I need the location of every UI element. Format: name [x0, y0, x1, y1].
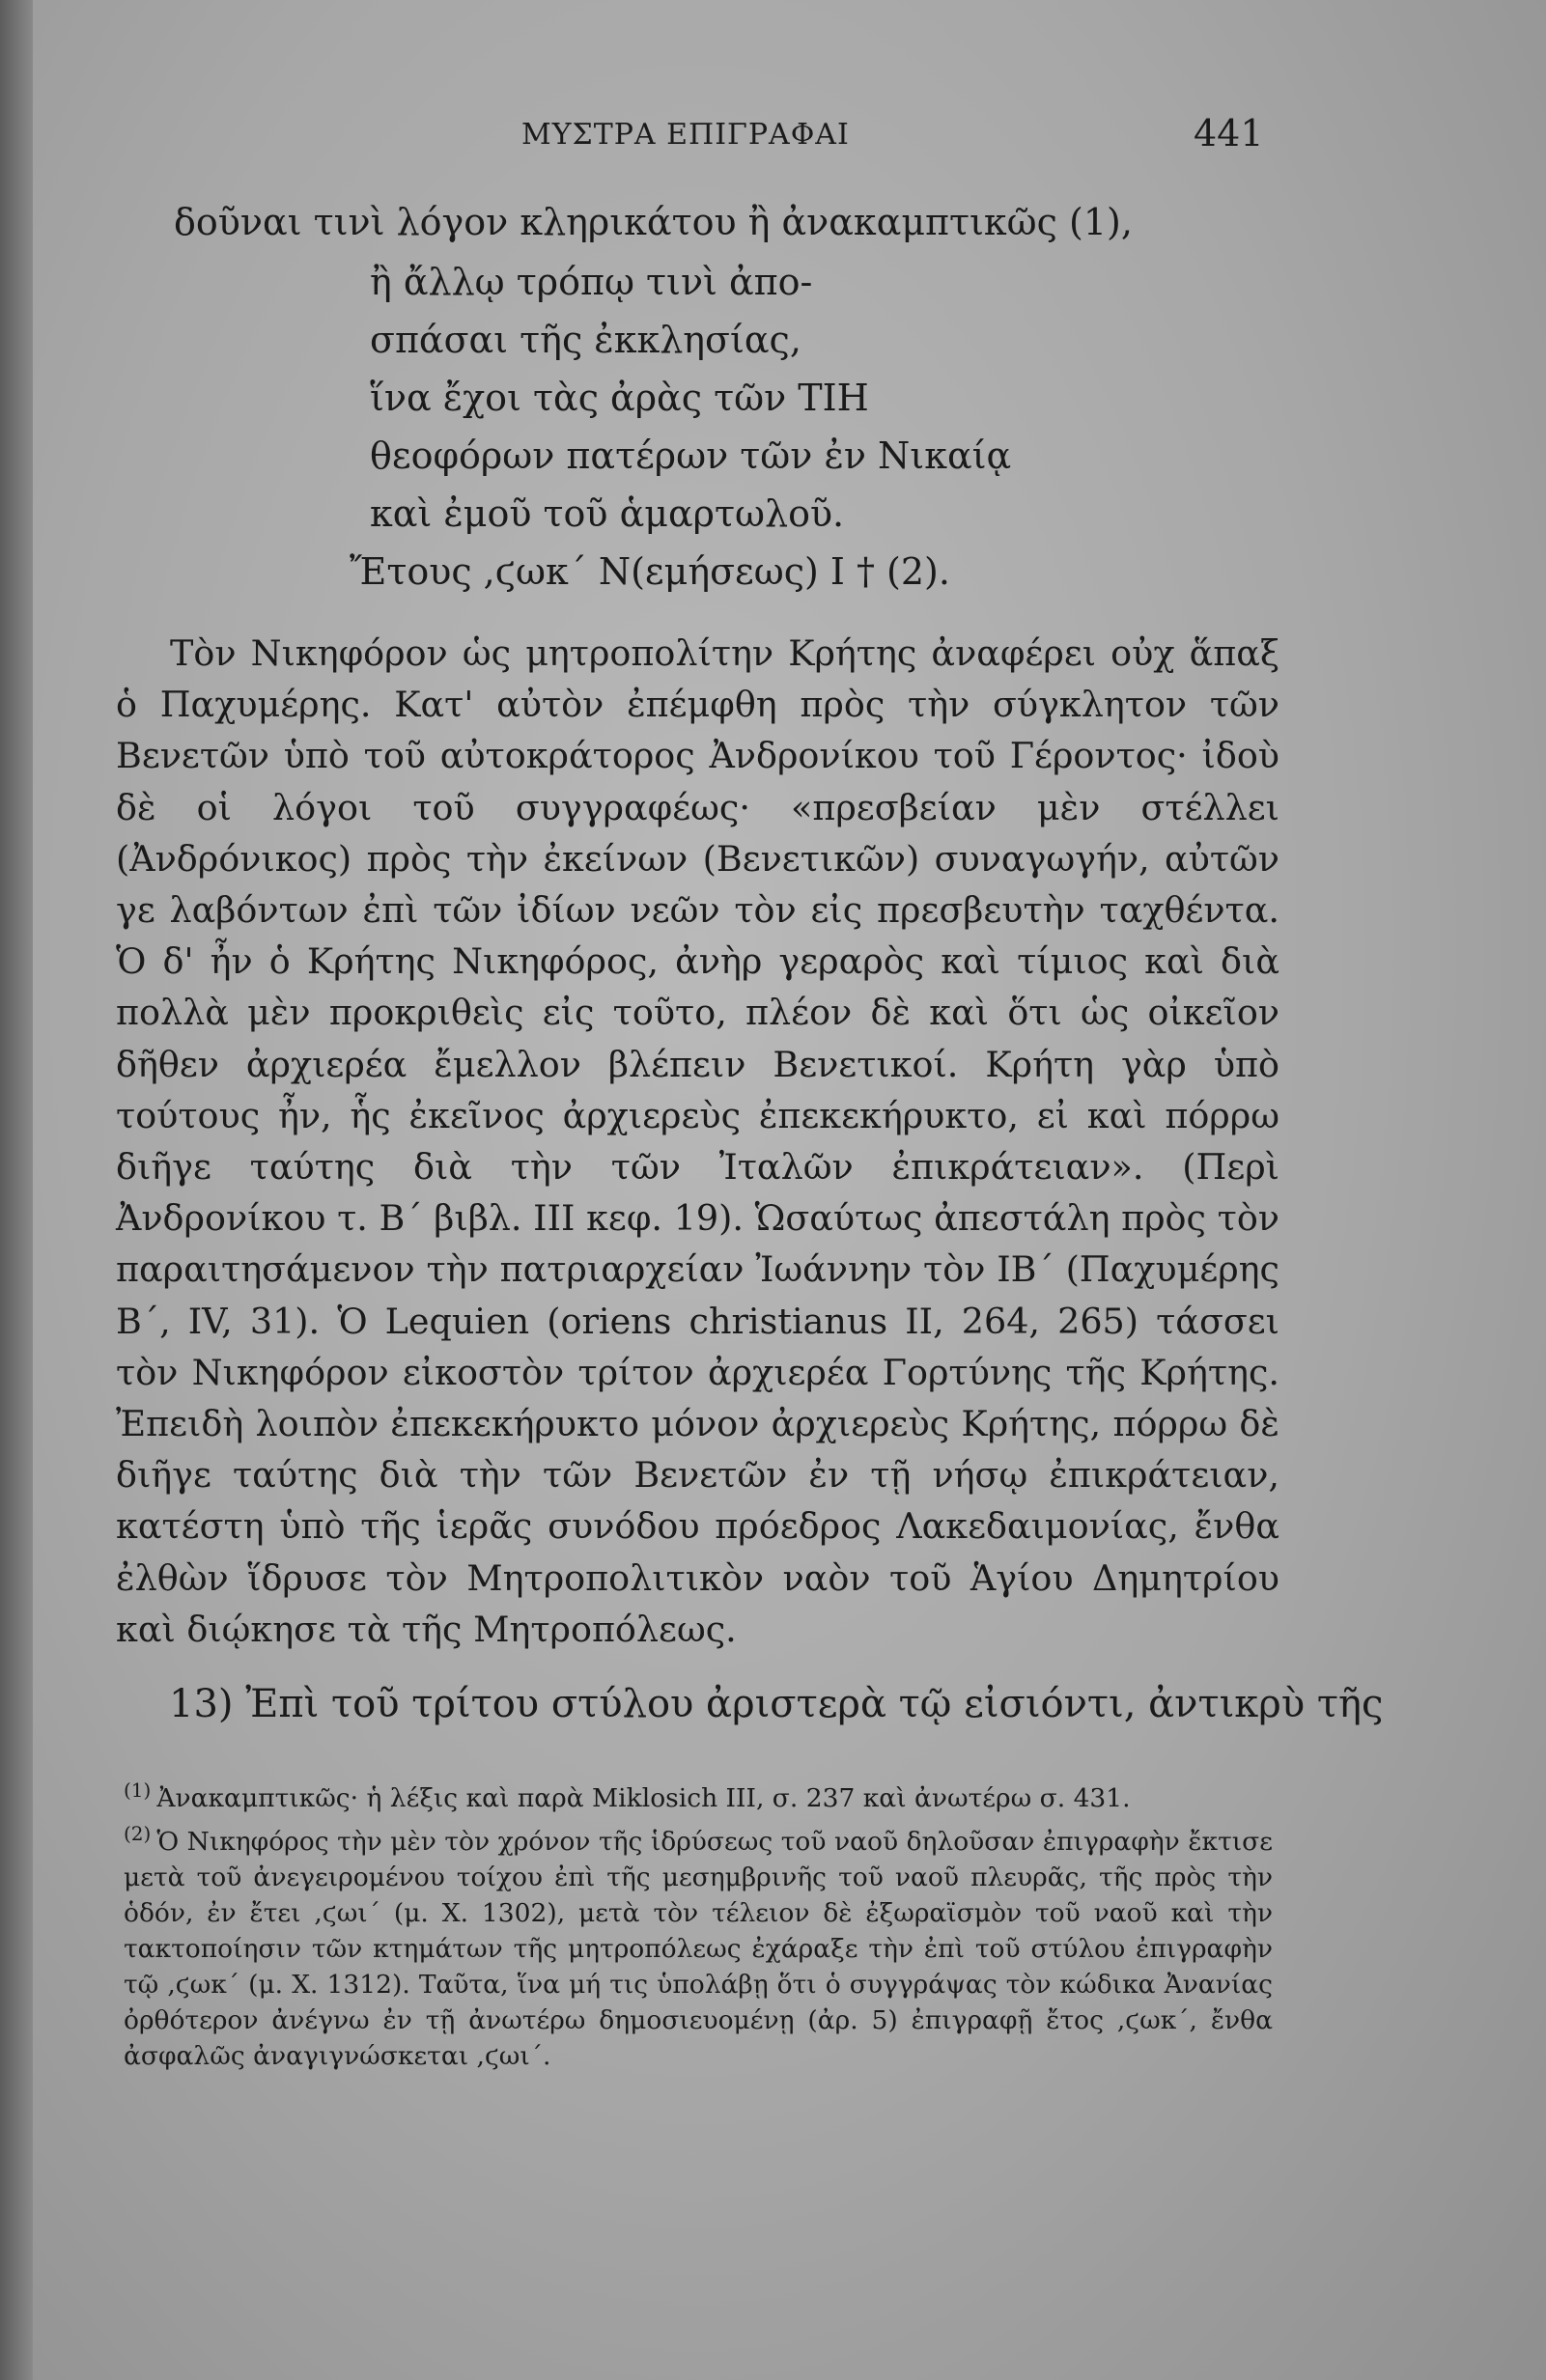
- footnote-1: [124, 1773, 1273, 1816]
- section-13-heading: 13) Ἐπὶ τοῦ τρίτου στύλου ἀριστερὰ τῷ εἰσιόντι, ἀντικρὺ τῆς: [169, 1682, 1384, 1726]
- body-paragraph: Τὸν Νικηφόρον ὡς μητροπολίτην Κρήτης ἀναφέρει οὐχ ἅπαξ ὁ Παχυμέρης. Κατ' αὐτὸν ἐπέμφθη πρὸς τὴν σύγκλητον τῶν Βενετῶν ὑπὸ τοῦ αὐτοκράτορος Ἀνδρονίκου τοῦ Γέροντος· ἰδοὺ δὲ οἱ λόγοι τοῦ συγγραφέως· «πρεσβείαν μὲν στέλλει (Ἀνδρόνικος) πρὸς τὴν ἐκείνων (Βενετικῶν) συναγωγήν, αὐτῶν γε λαβόντων ἐπὶ τῶν ἰδίων νεῶν τὸν εἰς πρεσβευτὴν ταχθέντα. Ὁ δ' ἦν ὁ Κρήτης Νικηφόρος, ἀνὴρ γεραρὸς καὶ τίμιος καὶ διὰ πολλὰ μὲν προκριθεὶς εἰς τοῦτο, πλέον δὲ καὶ ὅτι ὡς οἰκεῖον δῆθεν ἀρχιερέα ἔμελλον βλέπειν Βενετικοί. Κρήτη γὰρ ὑπὸ τούτους ἦν, ἧς ἐκεῖνος ἀρχιερεὺς ἐπεκεκήρυκτο, εἰ καὶ πόρρω διῆγε ταύτης διὰ τὴν τῶν Ἰταλῶν ἐπικράτειαν». (Περὶ Ἀνδρονίκου τ. Β΄ βιβλ. III κεφ. 19). Ὡσαύτως ἀπεστάλη πρὸς τὸν παραιτησάμενον τὴν πατριαρχείαν Ἰωάννην τὸν ΙΒ΄ (Παχυμέρης Β΄, IV, 31). Ὁ Lequien (oriens christianus II, 264, 265) τάσσει τὸν Νικηφόρον εἰκοστὸν τρίτον ἀρχιερέα Γορτύνης τῆς Κρήτης. Ἐπειδὴ λοιπὸν ἐπεκεκήρυκτο μόνον ἀρχιερεὺς Κρήτης, πόρρω δὲ διῆγε ταύτης διὰ τὴν τῶν Βενετῶν ἐν τῇ νήσῳ ἐπικράτειαν, κατέστη ὑπὸ τῆς ἱερᾶς συνόδου πρόεδρος Λακεδαιμονίας, ἔνθα ἐλθὼν ἵδρυσε τὸν Μητροπολιτικὸν ναὸν τοῦ Ἁγίου Δημητρίου καὶ διῴκησε τὰ τῆς Μητροπόλεως.: [116, 632, 1279, 1650]
- commentary-text: [116, 628, 1279, 1655]
- inscription-line: καὶ ἐμοῦ τοῦ ἁμαρτωλοῦ.: [370, 492, 845, 535]
- inscription-line: ἢ ἄλλῳ τρόπῳ τινὶ ἀπο-: [370, 261, 813, 303]
- inscription-line: δοῦναι τινὶ λόγον κληρικάτου ἢ ἀνακαμπτικῶς (1),: [174, 201, 1133, 243]
- footnotes: [124, 1773, 1273, 2074]
- page-number: 441: [1194, 112, 1264, 154]
- inscription-line: Ἔτους ,ϛωκ΄ Ν(εμήσεως) Ι † (2).: [350, 550, 950, 593]
- page-shadow-edge: [0, 0, 33, 2380]
- footnote-ref: (1): [124, 1778, 152, 1802]
- running-header: [0, 112, 1546, 166]
- inscription-line: ἵνα ἔχοι τὰς ἀρὰς τῶν ΤΙΗ: [370, 377, 869, 419]
- running-title: ΜΥΣΤΡΑ ΕΠΙΓΡΑΦΑΙ: [521, 118, 850, 152]
- footnote-2: [124, 1816, 1273, 2074]
- footnote-ref: (2): [124, 1821, 152, 1845]
- footnote-text: Ἀνακαμπτικῶς· ἡ λέξις καὶ παρὰ Miklosich III, σ. 237 καὶ ἀνωτέρω σ. 431.: [156, 1782, 1131, 1813]
- inscription-line: θεοφόρων πατέρων τῶν ἐν Νικαίᾳ: [370, 434, 1012, 477]
- footnote-text: Ὁ Νικηφόρος τὴν μὲν τὸν χρόνον τῆς ἱδρύσεως τοῦ ναοῦ δηλοῦσαν ἐπιγραφὴν ἔκτισε μετὰ τοῦ ἀνεγειρομένου τοίχου ἐπὶ τῆς μεσημβρινῆς τοῦ ναοῦ πλευρᾶς, τῆς πρὸς τὴν ὁδόν, ἐν ἔτει ,ϛωι΄ (μ. Χ. 1302), μετὰ τὸν τέλειον δὲ ἐξωραϊσμὸν τοῦ ναοῦ καὶ τὴν τακτοποίησιν τῶν κτημάτων τῆς μητροπόλεως ἐχάραξε τὴν ἐπὶ τοῦ στύλου ἐπιγραφὴν τῷ ,ϛωκ΄ (μ. Χ. 1312). Ταῦτα, ἵνα μή τις ὑπολάβῃ ὅτι ὁ συγγράψας τὸν κώδικα Ἀνανίας ὀρθότερον ἀνέγνω ἐν τῇ ἀνωτέρω δημοσιευομένῃ (ἀρ. 5) ἐπιγραφῇ ἔτος ,ϛωκ΄, ἔνθα ἀσφαλῶς ἀναγιγνώσκεται ,ϛωι΄.: [124, 1826, 1273, 2071]
- inscription-line: σπάσαι τῆς ἐκκλησίας,: [370, 319, 801, 361]
